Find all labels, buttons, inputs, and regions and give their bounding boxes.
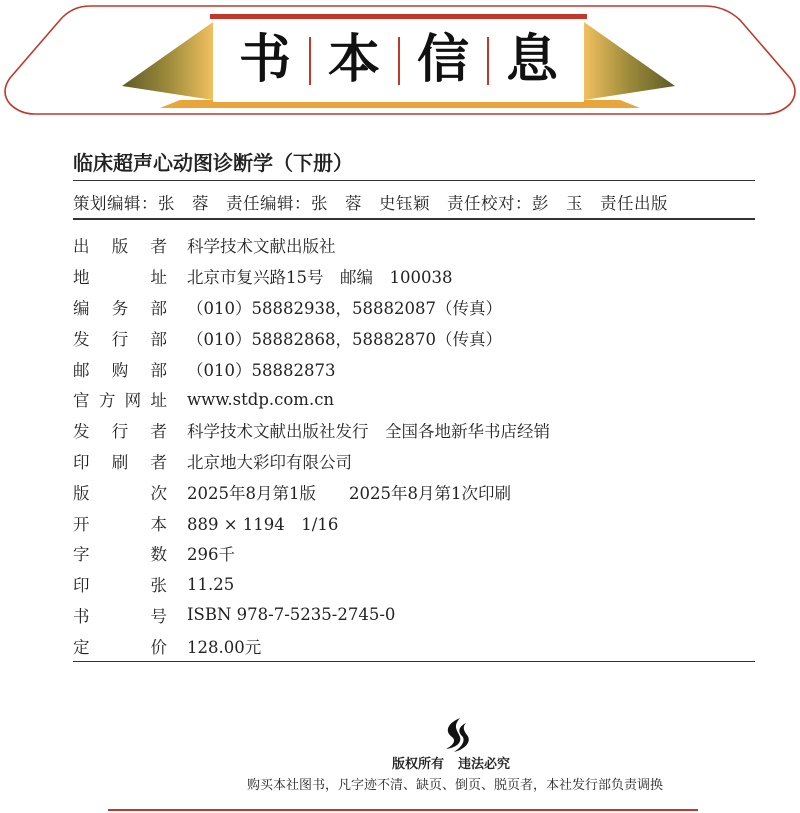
info-label-char: 数 [150, 545, 167, 565]
info-row [73, 507, 755, 538]
info-value: 科学技术文献出版社 [187, 237, 336, 257]
info-label-char: 书 [73, 606, 90, 626]
banner-title [213, 19, 584, 102]
header-banner [0, 0, 800, 125]
info-label-char: 发 [73, 329, 90, 349]
info-label [73, 295, 167, 319]
info-label [73, 264, 167, 288]
info-label-char: 刷 [111, 452, 129, 472]
info-label-char: 址 [150, 268, 167, 288]
piracy-warning-text: 违法必究 [458, 757, 511, 772]
info-label-char: 出 [73, 237, 90, 257]
info-row [73, 569, 755, 600]
info-label-char: 版 [111, 237, 129, 257]
divider [73, 661, 755, 662]
info-label [73, 233, 167, 257]
info-row [73, 292, 755, 323]
info-label [73, 511, 167, 535]
banner-title-char: 书 [238, 30, 291, 90]
copyright-statement [392, 753, 510, 772]
info-row [73, 415, 755, 446]
banner-title-char: 息 [505, 30, 558, 90]
info-label-char: 字 [73, 545, 90, 565]
info-label-char: 行 [111, 422, 129, 442]
info-label-char: 张 [150, 576, 167, 596]
info-label-char: 邮 [73, 360, 90, 380]
replacement-notice: 购买本社图书，凡字迹不清、缺页、倒页、脱页者，本社发行部负责调换 [246, 778, 663, 793]
info-label [73, 357, 167, 381]
info-label [73, 541, 167, 565]
info-label-char: 印 [73, 576, 90, 596]
info-label [73, 480, 167, 504]
info-label [73, 418, 167, 442]
info-label-char: 价 [150, 637, 167, 657]
info-value: www.stdp.com.cn [187, 389, 335, 409]
info-value: 889 × 1194 1/16 [187, 514, 339, 534]
info-label [73, 387, 167, 411]
staff-line: 策划编辑：张 蓉 责任编辑：张 蓉 史钰颖 责任校对：彭 玉 责任出版 [73, 194, 668, 213]
info-row [73, 384, 755, 415]
banner-title-char: 信 [416, 30, 469, 90]
publication-info [73, 230, 755, 661]
info-label-char: 部 [150, 298, 167, 318]
info-label-char: 官 [73, 391, 90, 411]
info-value: 北京市复兴路15号 邮编 100038 [187, 268, 453, 288]
info-label-char: 部 [150, 360, 167, 380]
divider [73, 180, 755, 181]
info-label-char: 部 [150, 329, 167, 349]
info-label-char: 址 [150, 391, 167, 411]
banner-title-char: 本 [327, 30, 380, 90]
info-label-char: 地 [73, 268, 90, 288]
info-row [73, 630, 755, 661]
info-label-char: 方 [98, 391, 116, 411]
rights-reserved-text: 版权所有 [392, 757, 445, 772]
info-value: ISBN 978-7-5235-2745-0 [187, 605, 396, 625]
info-label-char: 网 [124, 391, 142, 411]
info-label [73, 603, 167, 627]
info-row [73, 476, 755, 507]
info-label-char: 定 [73, 637, 90, 657]
info-row [73, 600, 755, 631]
info-value: 北京地大彩印有限公司 [187, 452, 352, 472]
info-label-char: 印 [73, 452, 90, 472]
info-row [73, 353, 755, 384]
info-row [73, 261, 755, 292]
info-label-char: 版 [73, 483, 90, 503]
info-label [73, 634, 167, 658]
info-value: （010）58882938，58882087（传真） [187, 298, 502, 318]
info-row [73, 538, 755, 569]
info-value: 2025年8月第1版 2025年8月第1次印刷 [187, 483, 511, 503]
info-label-char: 行 [111, 329, 129, 349]
info-value: 11.25 [187, 574, 235, 594]
info-label-char: 发 [73, 422, 90, 442]
info-value: 科学技术文献出版社发行 全国各地新华书店经销 [187, 422, 550, 442]
info-value: 128.00元 [187, 637, 262, 657]
info-row [73, 230, 755, 261]
publisher-logo-icon [440, 717, 474, 753]
info-label-char: 者 [150, 422, 167, 442]
info-label-char: 务 [111, 298, 129, 318]
bottom-divider [108, 809, 698, 811]
info-label-char: 购 [111, 360, 129, 380]
info-value: （010）58882873 [187, 360, 336, 380]
info-label [73, 326, 167, 350]
info-label-char: 本 [150, 514, 167, 534]
info-label-char: 者 [150, 237, 167, 257]
info-label-char: 者 [150, 452, 167, 472]
info-label [73, 449, 167, 473]
info-label-char: 开 [73, 514, 90, 534]
info-label [73, 572, 167, 596]
info-row [73, 446, 755, 477]
info-value: 296千 [187, 545, 235, 565]
info-row [73, 322, 755, 353]
info-label-char: 编 [73, 298, 90, 318]
info-value: （010）58882868，58882870（传真） [187, 329, 502, 349]
info-label-char: 号 [150, 606, 167, 626]
book-title: 临床超声心动图诊断学（下册） [73, 151, 353, 175]
divider [73, 218, 755, 220]
info-label-char: 次 [150, 483, 167, 503]
